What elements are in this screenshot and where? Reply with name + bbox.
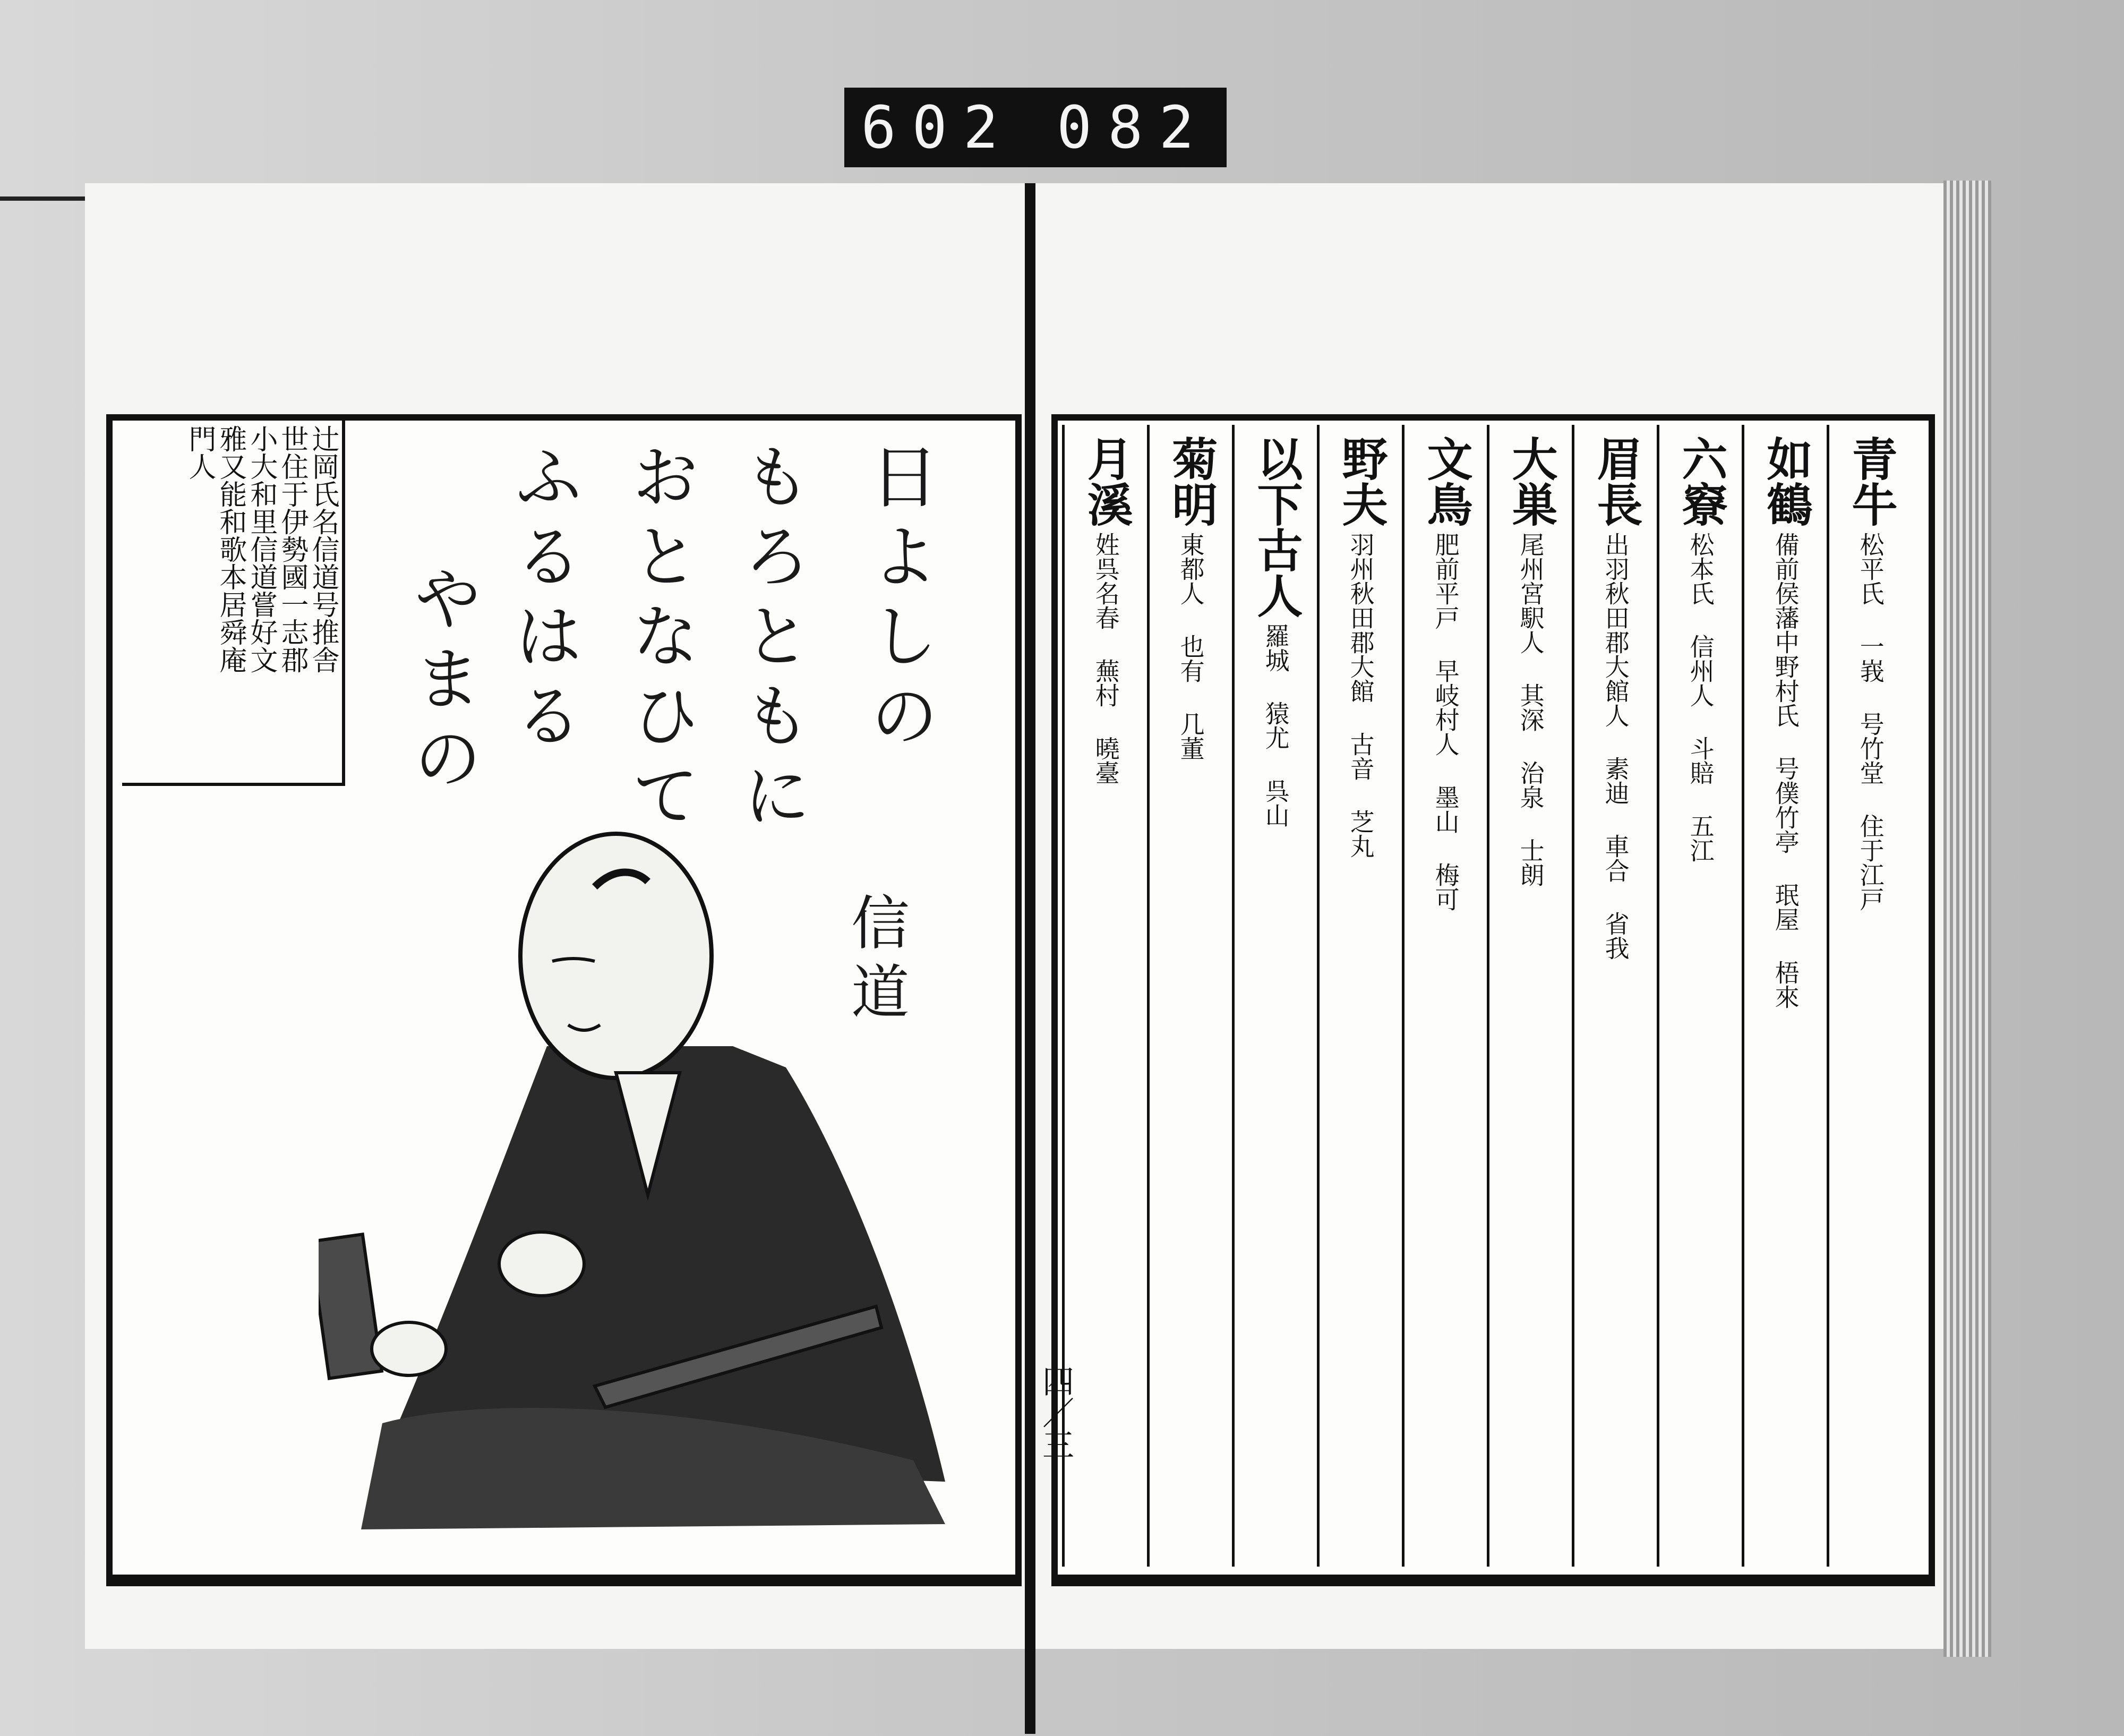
poet-notes: 羅城 猿尤 呉山 bbox=[1261, 623, 1290, 827]
poet-name: 六竂 bbox=[1674, 435, 1728, 527]
poem-line: 日よしの bbox=[859, 441, 939, 759]
poet-entry bbox=[1147, 425, 1232, 1567]
poet-name: 青牛 bbox=[1844, 435, 1898, 527]
poet-list bbox=[1062, 425, 1912, 1567]
poet-name: 如鶴 bbox=[1759, 435, 1813, 527]
poet-notes: 羽州秋田郡大館 古音 芝丸 bbox=[1346, 532, 1375, 858]
poet-name: 野夫 bbox=[1334, 435, 1388, 527]
poet-notes: 松平氏 一峩 号竹堂 住于江戸 bbox=[1856, 532, 1885, 911]
poem-line: おとなひて bbox=[620, 441, 700, 839]
poet-entry bbox=[1487, 425, 1572, 1567]
poet-notes: 松本氏 信州人 斗賠 五江 bbox=[1686, 532, 1715, 862]
poet-name: 文鳥 bbox=[1419, 435, 1473, 527]
caption-line: 門人 bbox=[184, 425, 216, 480]
archive-number-left: 602 bbox=[861, 93, 1014, 161]
folio-number: 四／三 bbox=[1037, 1365, 1074, 1460]
poet-notes: 姓呉名春 蕪村 曉臺 bbox=[1091, 532, 1120, 785]
poet-entry bbox=[1402, 425, 1487, 1567]
seated-poet-illustration bbox=[319, 823, 982, 1551]
poet-entry bbox=[1657, 425, 1742, 1567]
poem-line: もろともに bbox=[731, 441, 812, 839]
poet-name: 以下古人 bbox=[1249, 435, 1303, 618]
caption-line: 辻岡氏名信道号推舎 bbox=[307, 425, 339, 673]
poet-name: 菊明 bbox=[1164, 435, 1218, 527]
poem-line: ふるはる bbox=[503, 441, 584, 759]
book-spine bbox=[1025, 183, 1035, 1734]
page-stack-edge bbox=[1943, 181, 1991, 1657]
poet-entry bbox=[1232, 425, 1317, 1567]
poet-name: 大巣 bbox=[1504, 435, 1558, 527]
poet-notes: 備前侯藩中野村氏 号僕竹亭 珉屋 梧來 bbox=[1771, 532, 1800, 1009]
poet-name: 眉長 bbox=[1589, 435, 1643, 527]
poet-entry bbox=[1572, 425, 1657, 1567]
caption-line: 小大和里信道嘗好文 bbox=[245, 425, 277, 673]
poet-notes: 出羽秋田郡大館人 素迪 車合 省我 bbox=[1601, 532, 1630, 960]
archive-label bbox=[844, 88, 1227, 167]
archive-number-right: 082 bbox=[1057, 93, 1210, 161]
poem-signature: 信道 bbox=[842, 892, 910, 1030]
poet-entry bbox=[1827, 425, 1912, 1567]
poet-notes: 肥前平戸 早岐村人 墨山 梅可 bbox=[1431, 532, 1460, 911]
caption-line: 世住于伊勢國一志郡 bbox=[276, 425, 308, 673]
poet-name: 月溪 bbox=[1079, 435, 1133, 527]
portrait-caption bbox=[122, 420, 345, 786]
poet-entry bbox=[1742, 425, 1827, 1567]
poet-notes: 尾州宮駅人 其深 治泉 士朗 bbox=[1516, 532, 1545, 887]
caption-line: 雅又能和歌本居舜庵 bbox=[215, 425, 246, 673]
left-bottom-rule bbox=[106, 1575, 1022, 1586]
poet-entry bbox=[1317, 425, 1402, 1567]
poem-line: やまの bbox=[402, 563, 483, 802]
poet-notes: 東都人 也有 几董 bbox=[1176, 532, 1205, 760]
right-bottom-rule bbox=[1051, 1575, 1935, 1586]
